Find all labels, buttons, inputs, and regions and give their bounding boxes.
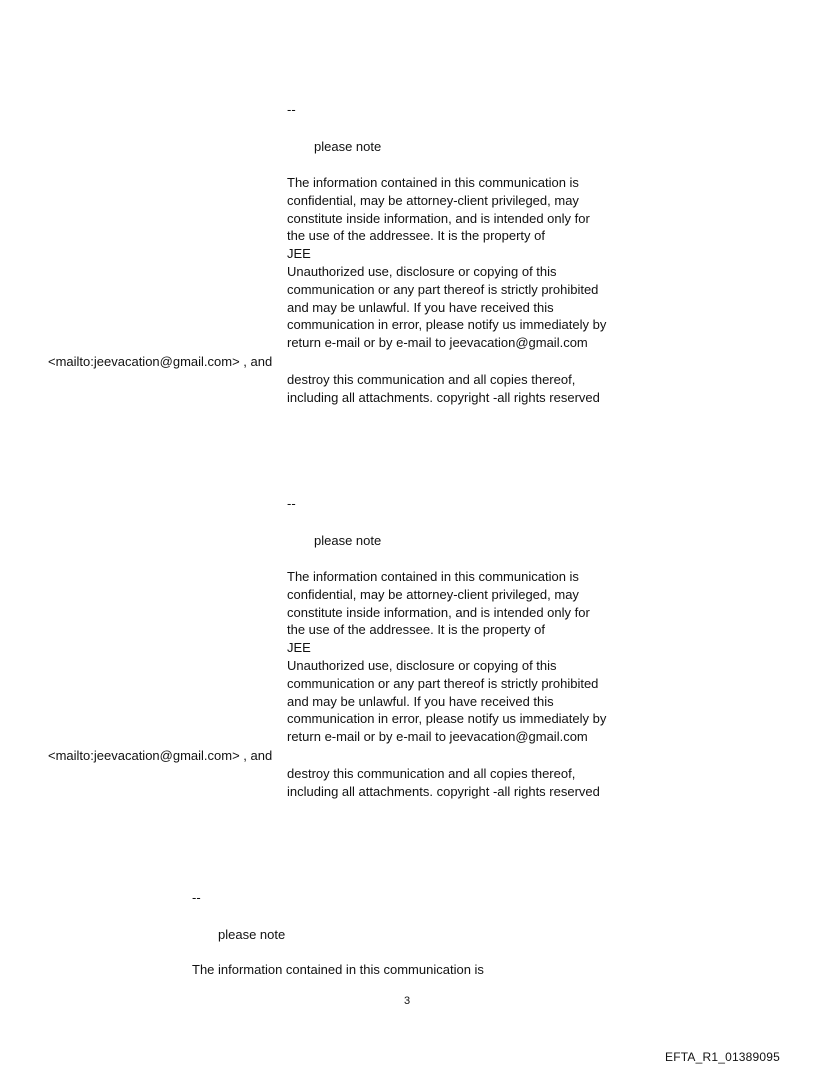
notice-line: including all attachments. copyright -all rights reserved <box>287 783 600 799</box>
mailto-link-1[interactable]: <mailto:jeevacation@gmail.com> , and <box>48 354 273 369</box>
separator-1: -- <box>287 102 296 117</box>
please-note-heading-3: please note <box>218 927 286 942</box>
separator-3: -- <box>192 890 201 905</box>
notice-line: Unauthorized use, disclosure or copying of this <box>287 263 557 279</box>
notice-line: communication in error, please notify us immediately by <box>287 317 607 333</box>
confidentiality-notice-2 <box>287 568 606 746</box>
notice-line: the use of the addressee. It is the property of <box>287 228 545 244</box>
notice-line: The information contained in this communication is <box>192 962 484 977</box>
notice-line: JEE <box>287 640 311 656</box>
notice-line: Unauthorized use, disclosure or copying of this <box>287 657 557 673</box>
notice-line: confidential, may be attorney-client privileged, may <box>287 586 579 602</box>
notice-line: and may be unlawful. If you have received this <box>287 693 554 709</box>
notice-line: confidential, may be attorney-client privileged, may <box>287 192 579 208</box>
notice-closing-1 <box>287 371 600 407</box>
please-note-heading-2: please note <box>314 533 382 548</box>
notice-line: destroy this communication and all copies thereof, <box>287 766 576 781</box>
separator-2: -- <box>287 496 296 511</box>
notice-line: The information contained in this communication is <box>287 569 579 584</box>
notice-line: the use of the addressee. It is the property of <box>287 622 545 638</box>
notice-line: constitute inside information, and is intended only for <box>287 604 590 620</box>
bates-id: EFTA_R1_01389095 <box>665 1050 781 1064</box>
page-number: 3 <box>404 995 411 1007</box>
notice-line: communication in error, please notify us immediately by <box>287 711 607 727</box>
notice-line: communication or any part thereof is strictly prohibited <box>287 675 599 691</box>
please-note-heading-1: please note <box>314 139 382 154</box>
notice-closing-2 <box>287 765 600 801</box>
notice-line: return e-mail or by e-mail to jeevacation@gmail.com <box>287 335 588 351</box>
notice-line: constitute inside information, and is intended only for <box>287 210 590 226</box>
confidentiality-notice-1 <box>287 174 606 352</box>
mailto-link-2[interactable]: <mailto:jeevacation@gmail.com> , and <box>48 748 273 763</box>
notice-line: including all attachments. copyright -all rights reserved <box>287 389 600 405</box>
notice-line: destroy this communication and all copies thereof, <box>287 372 576 387</box>
notice-line: The information contained in this communication is <box>287 175 579 190</box>
notice-line: return e-mail or by e-mail to jeevacation@gmail.com <box>287 729 588 745</box>
notice-line: JEE <box>287 246 311 262</box>
notice-line: and may be unlawful. If you have received this <box>287 299 554 315</box>
notice-line: communication or any part thereof is strictly prohibited <box>287 281 599 297</box>
